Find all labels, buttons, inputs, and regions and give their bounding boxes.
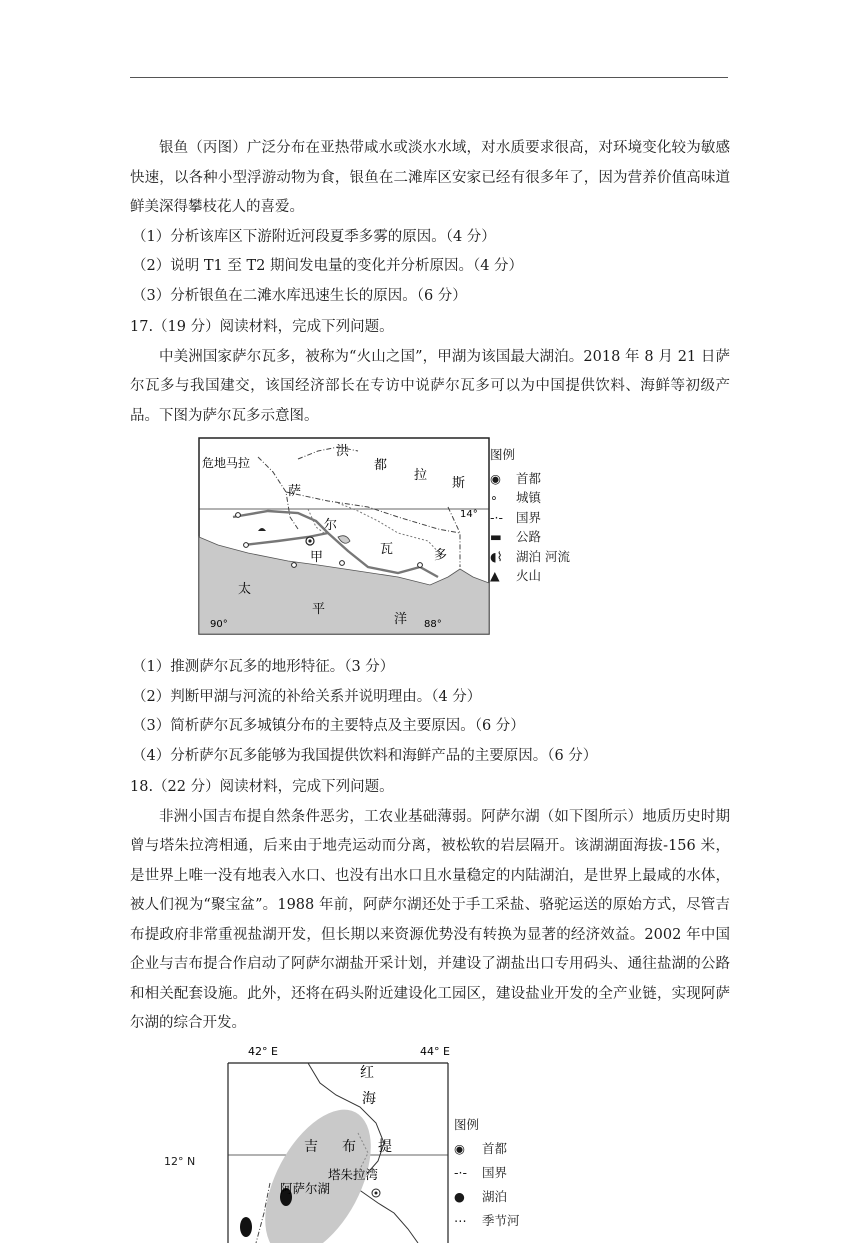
q17-sub-4: （4）分析萨尔瓦多能够为我国提供饮料和海鲜产品的主要原因。（6 分） [132,747,598,764]
capital-icon: ◉ [454,1140,465,1156]
label-tai: 太 [238,582,252,597]
label-hong: 洪 [336,444,350,459]
label-bu: 布 [342,1138,356,1155]
legend-volcano: 火山 [516,568,542,583]
border-icon: -·- [490,509,503,525]
label-lon44: 44° E [420,1044,450,1058]
capital-icon: ◉ [490,470,501,486]
legend-road: 公路 [516,529,542,544]
label-lon90: 90° [210,619,228,630]
label-guatemala: 危地马拉 [202,456,251,470]
legend2-lake: 湖泊 [482,1188,508,1204]
label-lat12: 12° N [164,1154,196,1168]
label-duo: 多 [434,548,448,563]
lake-icon: ● [454,1188,465,1204]
label-assal: 阿萨尔湖 [280,1180,331,1196]
label-jia: 甲 [310,550,324,565]
border-icon: -·- [454,1164,467,1180]
q17-paragraph: 中美洲国家萨尔瓦多，被称为“火山之国”，甲湖为该国最大湖泊。2018 年 8 月 21 日萨尔瓦多与我国建交，该国经济部长在专访中说萨尔瓦多可以为中国提供饮料、海鲜等初级产品。下图为萨尔瓦多示意图。 [130,348,730,424]
el-salvador-map [198,437,570,647]
label-si: 斯 [452,476,466,491]
legend2-seasonal-river: 季节河 [482,1212,520,1228]
legend2-title: 图例 [454,1116,480,1132]
label-du: 都 [374,458,388,473]
map2-legend [454,1113,520,1233]
label-lat14: 14° [460,509,478,520]
q16-sub-3: （3）分析银鱼在二滩水库迅速生长的原因。（6 分） [132,287,467,304]
label-hong: 红 [360,1064,374,1081]
map1-legend [490,445,600,586]
q18-paragraph: 非洲小国吉布提自然条件恶劣，工农业基础薄弱。阿萨尔湖（如下图所示）地质历史时期曾与塔朱拉湾相通，后来由于地壳运动而分离，被松软的岩层隔开。该湖湖面海拔-156 米，是世界上唯一没有地表入水口、也没有出水口且水量稳定的内陆湖泊，是世界上最咸的水体，被人们视为“聚宝盆”。1988 年前，阿萨尔湖还处于手工采盐、骆驼运送的原始方式，尽管吉布提政府非常重视盐湖开发，但长期以来资源优势没有转换为显著的经济效益。2002 年中国企业与吉布提合作启动了阿萨尔湖盐开采计划，并建设了湖盐出口专用码头、通往盐湖的公路和相关配套设施。此外，还将在码头附近建设化工园区，建设盐业开发的全产业链，实现阿萨尔湖的综合开发。 [130,808,730,1031]
lake-river-icon: ◖⌇ [490,548,503,564]
label-wa: 瓦 [380,542,394,557]
seasonal-river-icon: ⋯ [454,1212,467,1228]
label-ping: 平 [312,602,326,617]
q17-heading: 17.（19 分）阅读材料，完成下列问题。 [130,319,394,335]
label-hai: 海 [362,1090,376,1107]
label-la: 拉 [414,468,428,483]
q16-sub-2: （2）说明 T1 至 T2 期间发电量的变化并分析原因。（4 分） [132,258,524,274]
legend-town: 城镇 [516,490,542,505]
label-lon42: 42° E [248,1044,278,1058]
label-yang: 洋 [394,612,408,627]
label-ti: 提 [378,1138,392,1155]
label-lon88: 88° [424,619,442,630]
town-icon: ∘ [490,490,498,505]
legend-border: 国界 [516,509,542,525]
legend-capital: 首都 [516,470,542,486]
label-er: 尔 [324,518,338,533]
volcano-icon: ▲ [490,568,500,583]
q16-paragraph: 银鱼（丙图）广泛分布在亚热带咸水或淡水水域，对水质要求很高，对环境变化较为敏感快速，以各种小型浮游动物为食，银鱼在二滩库区安家已经有很多年了，因为营养价值高味道鲜美深得攀枝花人的喜爱。 [130,140,730,215]
label-sa: 萨 [288,484,302,499]
djibouti-map [164,1043,538,1243]
legend2-capital: 首都 [482,1140,508,1156]
label-tadjoura: 塔朱拉湾 [328,1166,379,1182]
label-ji: 吉 [304,1138,318,1155]
q16-sub-1: （1）分析该库区下游附近河段夏季多雾的原因。（4 分） [132,228,496,245]
page-content [130,134,730,1243]
legend-title: 图例 [490,447,516,462]
q18-heading: 18.（22 分）阅读材料，完成下列问题。 [130,779,394,795]
header-rule [130,77,728,78]
q17-sub-2: （2）判断甲湖与河流的补给关系并说明理由。（4 分） [132,688,482,705]
q17-sub-3: （3）简析萨尔瓦多城镇分布的主要特点及主要原因。（6 分） [132,718,525,734]
q17-sub-1: （1）推测萨尔瓦多的地形特征。（3 分） [132,659,395,675]
legend-lake-river: 湖泊 河流 [516,548,570,564]
road-icon: ▬ [490,529,502,544]
legend2-border: 国界 [482,1164,508,1180]
